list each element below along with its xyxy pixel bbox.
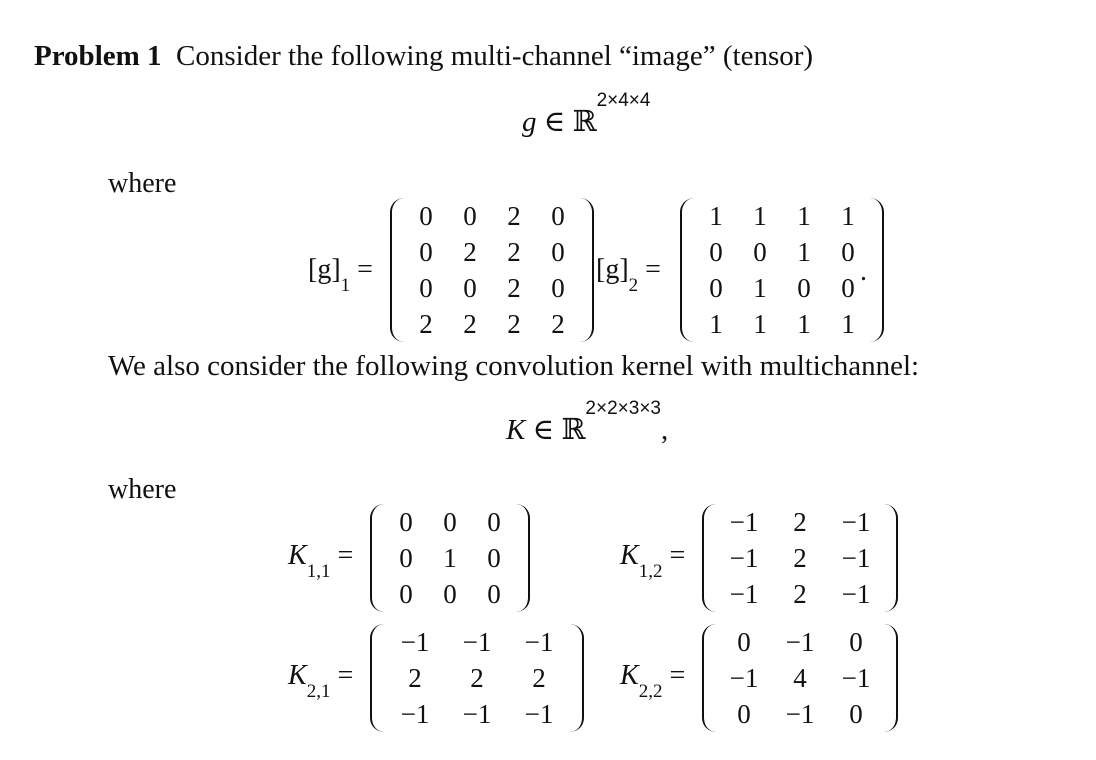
k22-right-paren bbox=[884, 624, 898, 732]
g2-sub: 2 bbox=[628, 274, 639, 296]
g2-eq: = bbox=[645, 254, 661, 285]
matrix-cell: 0 bbox=[463, 201, 477, 231]
matrix-k11 bbox=[370, 504, 530, 612]
where-label-1: where bbox=[108, 168, 177, 199]
g2-bracket: [g] bbox=[596, 254, 629, 285]
matrix-cell: 2 bbox=[793, 579, 807, 609]
matrix-cell: 0 bbox=[487, 507, 501, 537]
k11-symbol: K bbox=[288, 540, 307, 571]
matrix-g2 bbox=[680, 198, 884, 342]
matrix-cell: 0 bbox=[487, 543, 501, 573]
k11-right-paren bbox=[516, 504, 530, 612]
matrix-cell: 0 bbox=[419, 273, 433, 303]
k21-label bbox=[288, 660, 354, 702]
k12-symbol: K bbox=[620, 540, 639, 571]
matrix-cell: 0 bbox=[551, 237, 565, 267]
g2-right-paren bbox=[870, 198, 884, 342]
matrix-cell: 2 bbox=[507, 237, 521, 267]
g-dims: 2×4×4 bbox=[596, 90, 651, 112]
matrix-cell: 1 bbox=[753, 201, 767, 231]
k-symbol: K bbox=[506, 414, 526, 446]
kernel-intro: We also consider the following convolution kernel with multichannel: bbox=[108, 350, 920, 382]
matrix-cell: −1 bbox=[462, 627, 492, 657]
k12-sub: 1,2 bbox=[638, 560, 663, 582]
where-label-2: where bbox=[108, 474, 177, 505]
matrix-cell: 2 bbox=[470, 663, 484, 693]
matrix-cell: −1 bbox=[729, 543, 759, 573]
k11-left-paren bbox=[370, 504, 384, 612]
matrix-cell: 0 bbox=[463, 273, 477, 303]
k12-cells bbox=[716, 504, 884, 612]
k22-left-paren bbox=[702, 624, 716, 732]
problem-label: Problem 1 bbox=[34, 40, 162, 72]
g-symbol: g bbox=[522, 106, 537, 138]
matrix-cell: 0 bbox=[419, 237, 433, 267]
problem-intro: Consider the following multi-channel “image” (tensor) bbox=[176, 40, 814, 72]
matrix-cell: 1 bbox=[797, 237, 811, 267]
k11-label bbox=[288, 540, 354, 582]
k21-right-paren bbox=[570, 624, 584, 732]
matrix-cell: 1 bbox=[841, 309, 855, 339]
matrix-cell: 1 bbox=[753, 273, 767, 303]
problem-heading bbox=[34, 40, 813, 73]
k-trailing-comma: , bbox=[660, 414, 669, 446]
k11-eq: = bbox=[337, 540, 354, 571]
matrix-cell: 2 bbox=[463, 309, 477, 339]
g1-bracket: [g] bbox=[308, 254, 341, 285]
matrix-g1 bbox=[390, 198, 594, 342]
matrix-cell: −1 bbox=[841, 663, 871, 693]
matrix-cell: −1 bbox=[524, 699, 554, 729]
g1-left-paren bbox=[390, 198, 404, 342]
g2-cells bbox=[694, 198, 870, 342]
matrix-cell: 1 bbox=[841, 201, 855, 231]
matrix-cell: 2 bbox=[463, 237, 477, 267]
matrix-cell: 2 bbox=[532, 663, 546, 693]
k12-label bbox=[620, 540, 686, 582]
matrix-cell: −1 bbox=[462, 699, 492, 729]
matrix-cell: 0 bbox=[399, 543, 413, 573]
matrix-cell: 0 bbox=[443, 579, 457, 609]
g1-cells bbox=[404, 198, 580, 342]
matrix-cell: 2 bbox=[507, 201, 521, 231]
matrix-cell: −1 bbox=[841, 543, 871, 573]
matrix-cell: −1 bbox=[841, 579, 871, 609]
k22-cells bbox=[716, 624, 884, 732]
matrix-cell: 0 bbox=[399, 507, 413, 537]
k21-cells bbox=[384, 624, 570, 732]
matrix-cell: 2 bbox=[551, 309, 565, 339]
k-real-space-symbol: ℝ bbox=[561, 414, 586, 446]
matrix-cell: 0 bbox=[841, 237, 855, 267]
matrix-cell: 2 bbox=[507, 309, 521, 339]
matrix-cell: 0 bbox=[419, 201, 433, 231]
matrix-cell: 0 bbox=[737, 627, 751, 657]
matrix-cell: 1 bbox=[797, 309, 811, 339]
matrix-cell: 1 bbox=[709, 201, 723, 231]
matrix-cell: −1 bbox=[400, 627, 430, 657]
matrix-cell: −1 bbox=[841, 507, 871, 537]
matrix-cell: 0 bbox=[841, 273, 855, 303]
matrix-cell: 0 bbox=[487, 579, 501, 609]
matrix-cell: 2 bbox=[507, 273, 521, 303]
k-dims: 2×2×3×3 bbox=[585, 398, 661, 420]
matrix-cell: 2 bbox=[408, 663, 422, 693]
g1-right-paren bbox=[580, 198, 594, 342]
matrix-cell: 2 bbox=[419, 309, 433, 339]
k21-sub: 2,1 bbox=[306, 680, 331, 702]
matrix-cell: 0 bbox=[399, 579, 413, 609]
matrix-cell: 0 bbox=[709, 237, 723, 267]
g2-label bbox=[596, 254, 661, 296]
matrix-cell: 2 bbox=[793, 543, 807, 573]
k21-left-paren bbox=[370, 624, 384, 732]
k12-eq: = bbox=[669, 540, 686, 571]
matrix-cell: 4 bbox=[793, 663, 807, 693]
matrix-cell: 0 bbox=[797, 273, 811, 303]
matrix-cell: −1 bbox=[400, 699, 430, 729]
matrix-cell: −1 bbox=[729, 663, 759, 693]
matrix-k22 bbox=[702, 624, 898, 732]
matrix-cell: −1 bbox=[785, 627, 815, 657]
k11-sub: 1,1 bbox=[306, 560, 331, 582]
k22-symbol: K bbox=[620, 660, 639, 691]
g1-sub: 1 bbox=[340, 274, 351, 296]
k12-left-paren bbox=[702, 504, 716, 612]
matrix-cell: 0 bbox=[443, 507, 457, 537]
k22-sub: 2,2 bbox=[638, 680, 663, 702]
k21-eq: = bbox=[337, 660, 354, 691]
matrix-cell: 0 bbox=[753, 237, 767, 267]
g2-trailing-period: . bbox=[860, 256, 867, 287]
real-space-symbol: ℝ bbox=[572, 106, 597, 138]
k11-cells bbox=[384, 504, 516, 612]
g1-label bbox=[308, 254, 373, 296]
matrix-cell: 2 bbox=[793, 507, 807, 537]
k21-symbol: K bbox=[288, 660, 307, 691]
matrix-cell: 1 bbox=[709, 309, 723, 339]
matrix-cell: −1 bbox=[785, 699, 815, 729]
matrix-cell: −1 bbox=[524, 627, 554, 657]
matrix-cell: 0 bbox=[551, 201, 565, 231]
matrix-cell: 1 bbox=[443, 543, 457, 573]
matrix-cell: 0 bbox=[551, 273, 565, 303]
k-member-symbol: ∈ bbox=[532, 414, 555, 446]
matrix-cell: 1 bbox=[797, 201, 811, 231]
k22-label bbox=[620, 660, 686, 702]
matrix-k21 bbox=[370, 624, 584, 732]
member-symbol: ∈ bbox=[543, 106, 566, 138]
matrix-cell: −1 bbox=[729, 507, 759, 537]
matrix-k12 bbox=[702, 504, 898, 612]
matrix-cell: 0 bbox=[737, 699, 751, 729]
g2-left-paren bbox=[680, 198, 694, 342]
matrix-cell: 0 bbox=[709, 273, 723, 303]
matrix-cell: −1 bbox=[729, 579, 759, 609]
matrix-cell: 0 bbox=[849, 627, 863, 657]
matrix-cell: 0 bbox=[849, 699, 863, 729]
matrix-cell: 1 bbox=[753, 309, 767, 339]
k22-eq: = bbox=[669, 660, 686, 691]
k12-right-paren bbox=[884, 504, 898, 612]
g1-eq: = bbox=[357, 254, 373, 285]
